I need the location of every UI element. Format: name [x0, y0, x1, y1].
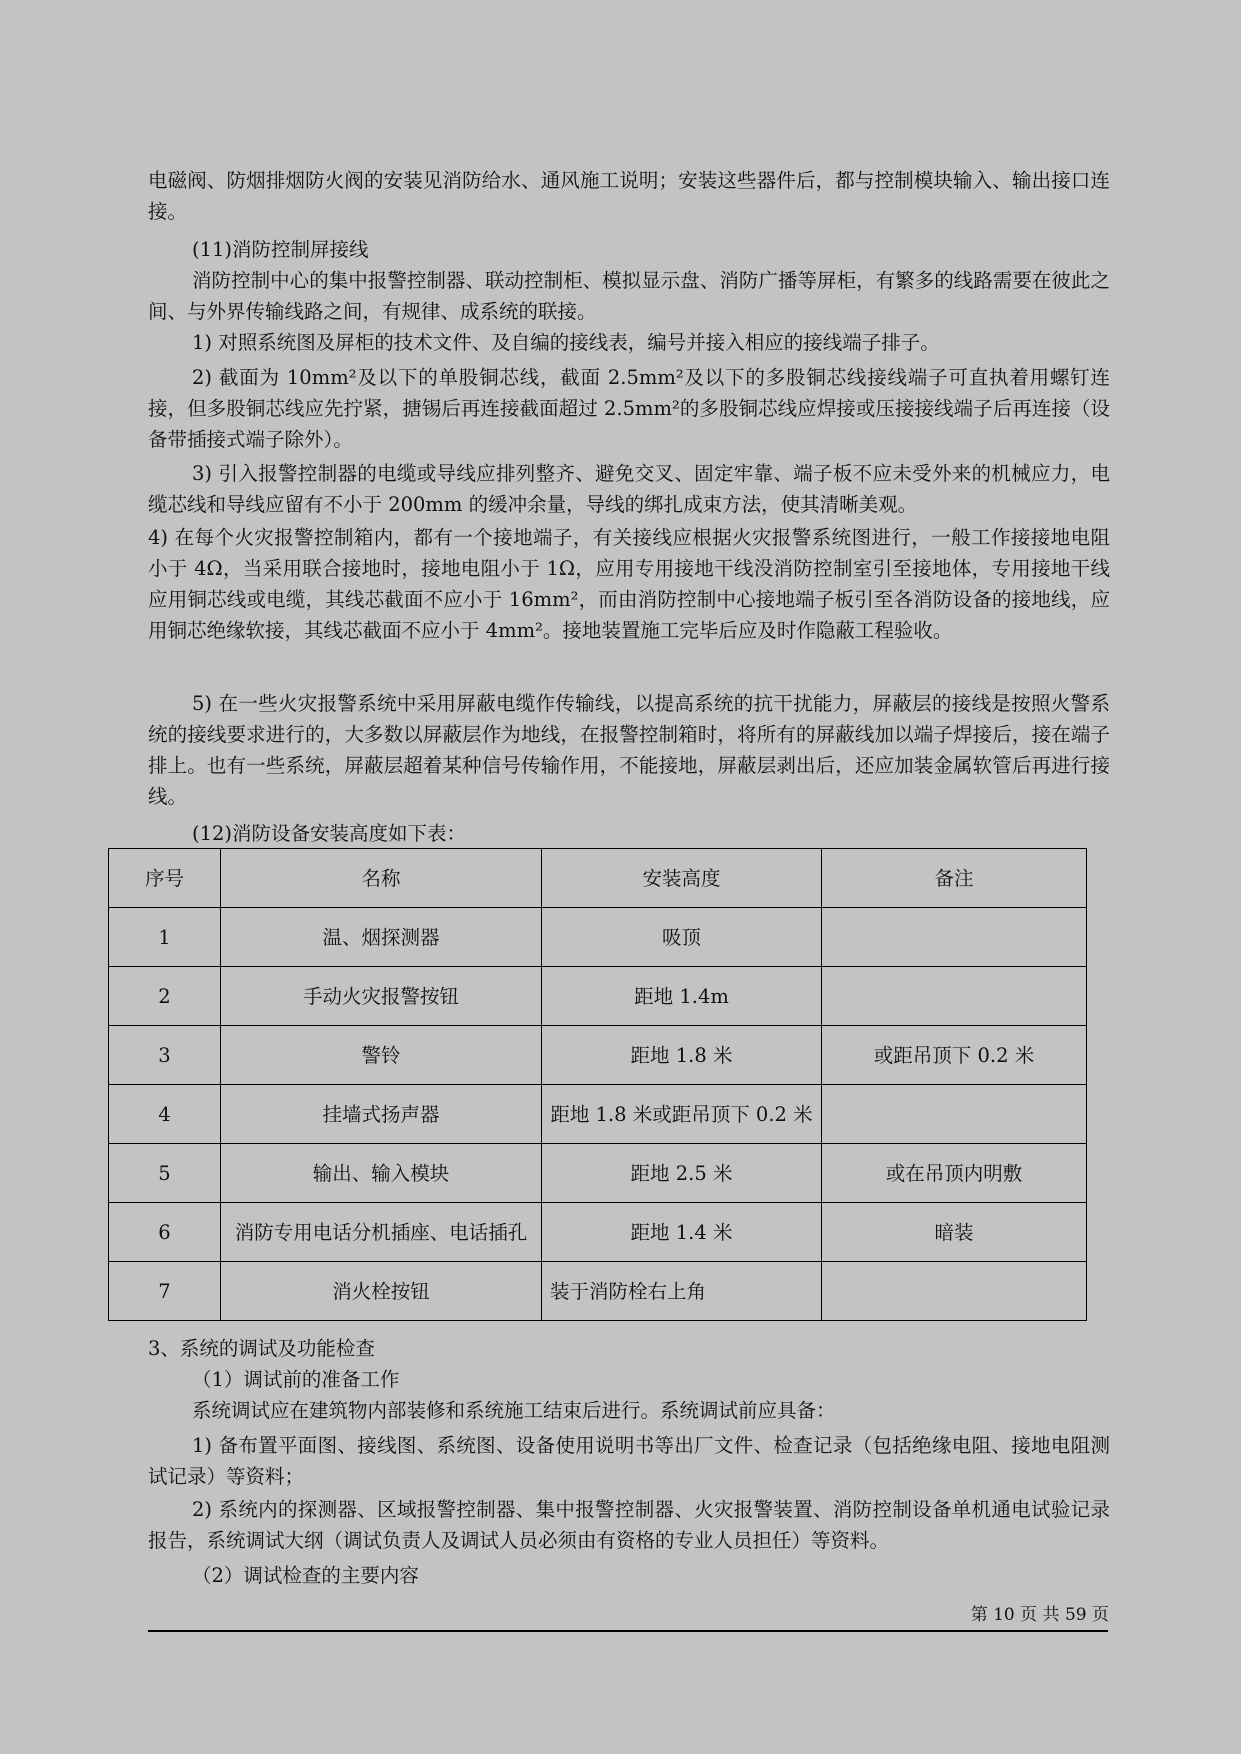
page-number: 第 10 页 共 59 页	[970, 1605, 1109, 1625]
paragraph-debug-prereq: 系统调试应在建筑物内部装修和系统施工结束后进行。系统调试前应具备：	[192, 1399, 836, 1422]
cell-height: 吸顶	[542, 908, 822, 967]
cell-index: 7	[109, 1262, 221, 1321]
paragraph-debug-item-1: 1) 备布置平面图、接线图、系统图、设备使用说明书等出厂文件、检查记录（包括绝缘电阻、接地电阻测试记录）等资料；	[148, 1434, 1110, 1488]
cell-height: 距地 1.8 米	[542, 1026, 822, 1085]
cell-name: 输出、输入模块	[221, 1144, 542, 1203]
paragraph-item-5: 5) 在一些火灾报警系统中采用屏蔽电缆作传输线，以提高系统的抗干扰能力，屏蔽层的接线是按照火警系统的接线要求进行的，大多数以屏蔽层作为地线，在报警控制箱时，将所有的屏蔽线加以端子焊接后，接在端子排上。也有一些系统，屏蔽层超着某种信号传输作用，不能接地，屏蔽层剥出后，还应加装金属软管后再进行接线。	[148, 692, 1110, 808]
cell-name: 手动火灾报警按钮	[221, 967, 542, 1026]
table-row	[109, 1085, 1087, 1144]
cell-index: 4	[109, 1085, 221, 1144]
header-remark: 备注	[822, 849, 1087, 908]
cell-height: 距地 1.4 米	[542, 1203, 822, 1262]
paragraph-item-3: 3) 引入报警控制器的电缆或导线应排列整齐、避免交叉、固定牢靠、端子板不应未受外来的机械应力，电缆芯线和导线应留有不小于 200mm 的缓冲余量，导线的绑扎成束方法，使其清晰美观。	[148, 462, 1110, 516]
cell-name: 挂墙式扬声器	[221, 1085, 542, 1144]
cell-height: 距地 2.5 米	[542, 1144, 822, 1203]
footer-divider	[148, 1630, 1108, 1632]
installation-height-table	[108, 848, 1087, 1321]
table-row	[109, 1262, 1087, 1321]
paragraph-item-4: 4) 在每个火灾报警控制箱内，都有一个接地端子，有关接线应根据火灾报警系统图进行，一般工作接接地电阻小于 4Ω，当采用联合接地时，接地电阻小于 1Ω，应用专用接地干线没消防控制室引至接地体，专用接地干线应用铜芯线或电缆，其线芯截面不应小于 16mm²，而由消防控制中心接地端子板引至各消防设备的接地线，应用铜芯绝缘软接，其线芯截面不应小于 4mm²。接地装置施工完毕后应及时作隐蔽工程验收。	[148, 526, 1110, 642]
cell-index: 6	[109, 1203, 221, 1262]
table-row	[109, 1144, 1087, 1203]
header-name: 名称	[221, 849, 542, 908]
cell-remark	[822, 967, 1087, 1026]
paragraph-item-1: 1) 对照系统图及屏柜的技术文件、及自编的接线表，编号并接入相应的接线端子排子。	[192, 331, 940, 354]
cell-index: 1	[109, 908, 221, 967]
table-row	[109, 967, 1087, 1026]
header-index: 序号	[109, 849, 221, 908]
cell-height: 装于消防栓右上角	[542, 1262, 822, 1321]
section-heading-11: (11)消防控制屏接线	[192, 238, 369, 261]
cell-height: 距地 1.4m	[542, 967, 822, 1026]
table-header-row	[109, 849, 1087, 908]
paragraph-valve-installation: 电磁阀、防烟排烟防火阀的安装见消防给水、通风施工说明；安装这些器件后，都与控制模块输入、输出接口连接。	[148, 169, 1110, 223]
table-caption: (12)消防设备安装高度如下表：	[192, 822, 467, 845]
cell-remark: 或距吊顶下 0.2 米	[822, 1026, 1087, 1085]
cell-height: 距地 1.8 米或距吊顶下 0.2 米	[542, 1085, 822, 1144]
header-height: 安装高度	[542, 849, 822, 908]
table-row	[109, 1026, 1087, 1085]
paragraph-debug-item-2: 2) 系统内的探测器、区域报警控制器、集中报警控制器、火灾报警装置、消防控制设备单机通电试验记录报告，系统调试大纲（调试负责人及调试人员必须由有资格的专业人员担任）等资料。	[148, 1498, 1110, 1552]
cell-remark: 暗装	[822, 1203, 1087, 1262]
paragraph-item-2: 2) 截面为 10mm²及以下的单股铜芯线，截面 2.5mm²及以下的多股铜芯线接线端子可直执着用螺钉连接，但多股铜芯线应先拧紧，搪锡后再连接截面超过 2.5mm²的多股铜芯线应焊接或压接接线端子后再连接（设备带插接式端子除外）。	[148, 366, 1110, 451]
table-row	[109, 1203, 1087, 1262]
cell-index: 3	[109, 1026, 221, 1085]
section-heading-3: 3、系统的调试及功能检查	[148, 1337, 375, 1360]
cell-remark	[822, 908, 1087, 967]
table-row	[109, 908, 1087, 967]
cell-name: 消火栓按钮	[221, 1262, 542, 1321]
cell-remark	[822, 1262, 1087, 1321]
cell-index: 5	[109, 1144, 221, 1203]
subsection-heading-1: （1）调试前的准备工作	[192, 1368, 400, 1391]
subsection-heading-2: （2）调试检查的主要内容	[192, 1564, 419, 1587]
cell-name: 警铃	[221, 1026, 542, 1085]
cell-remark: 或在吊顶内明敷	[822, 1144, 1087, 1203]
cell-remark	[822, 1085, 1087, 1144]
cell-index: 2	[109, 967, 221, 1026]
cell-name: 消防专用电话分机插座、电话插孔	[221, 1203, 542, 1262]
paragraph-control-center: 消防控制中心的集中报警控制器、联动控制柜、模拟显示盘、消防广播等屏柜，有繁多的线路需要在彼此之间、与外界传输线路之间，有规律、成系统的联接。	[148, 269, 1110, 323]
cell-name: 温、烟探测器	[221, 908, 542, 967]
